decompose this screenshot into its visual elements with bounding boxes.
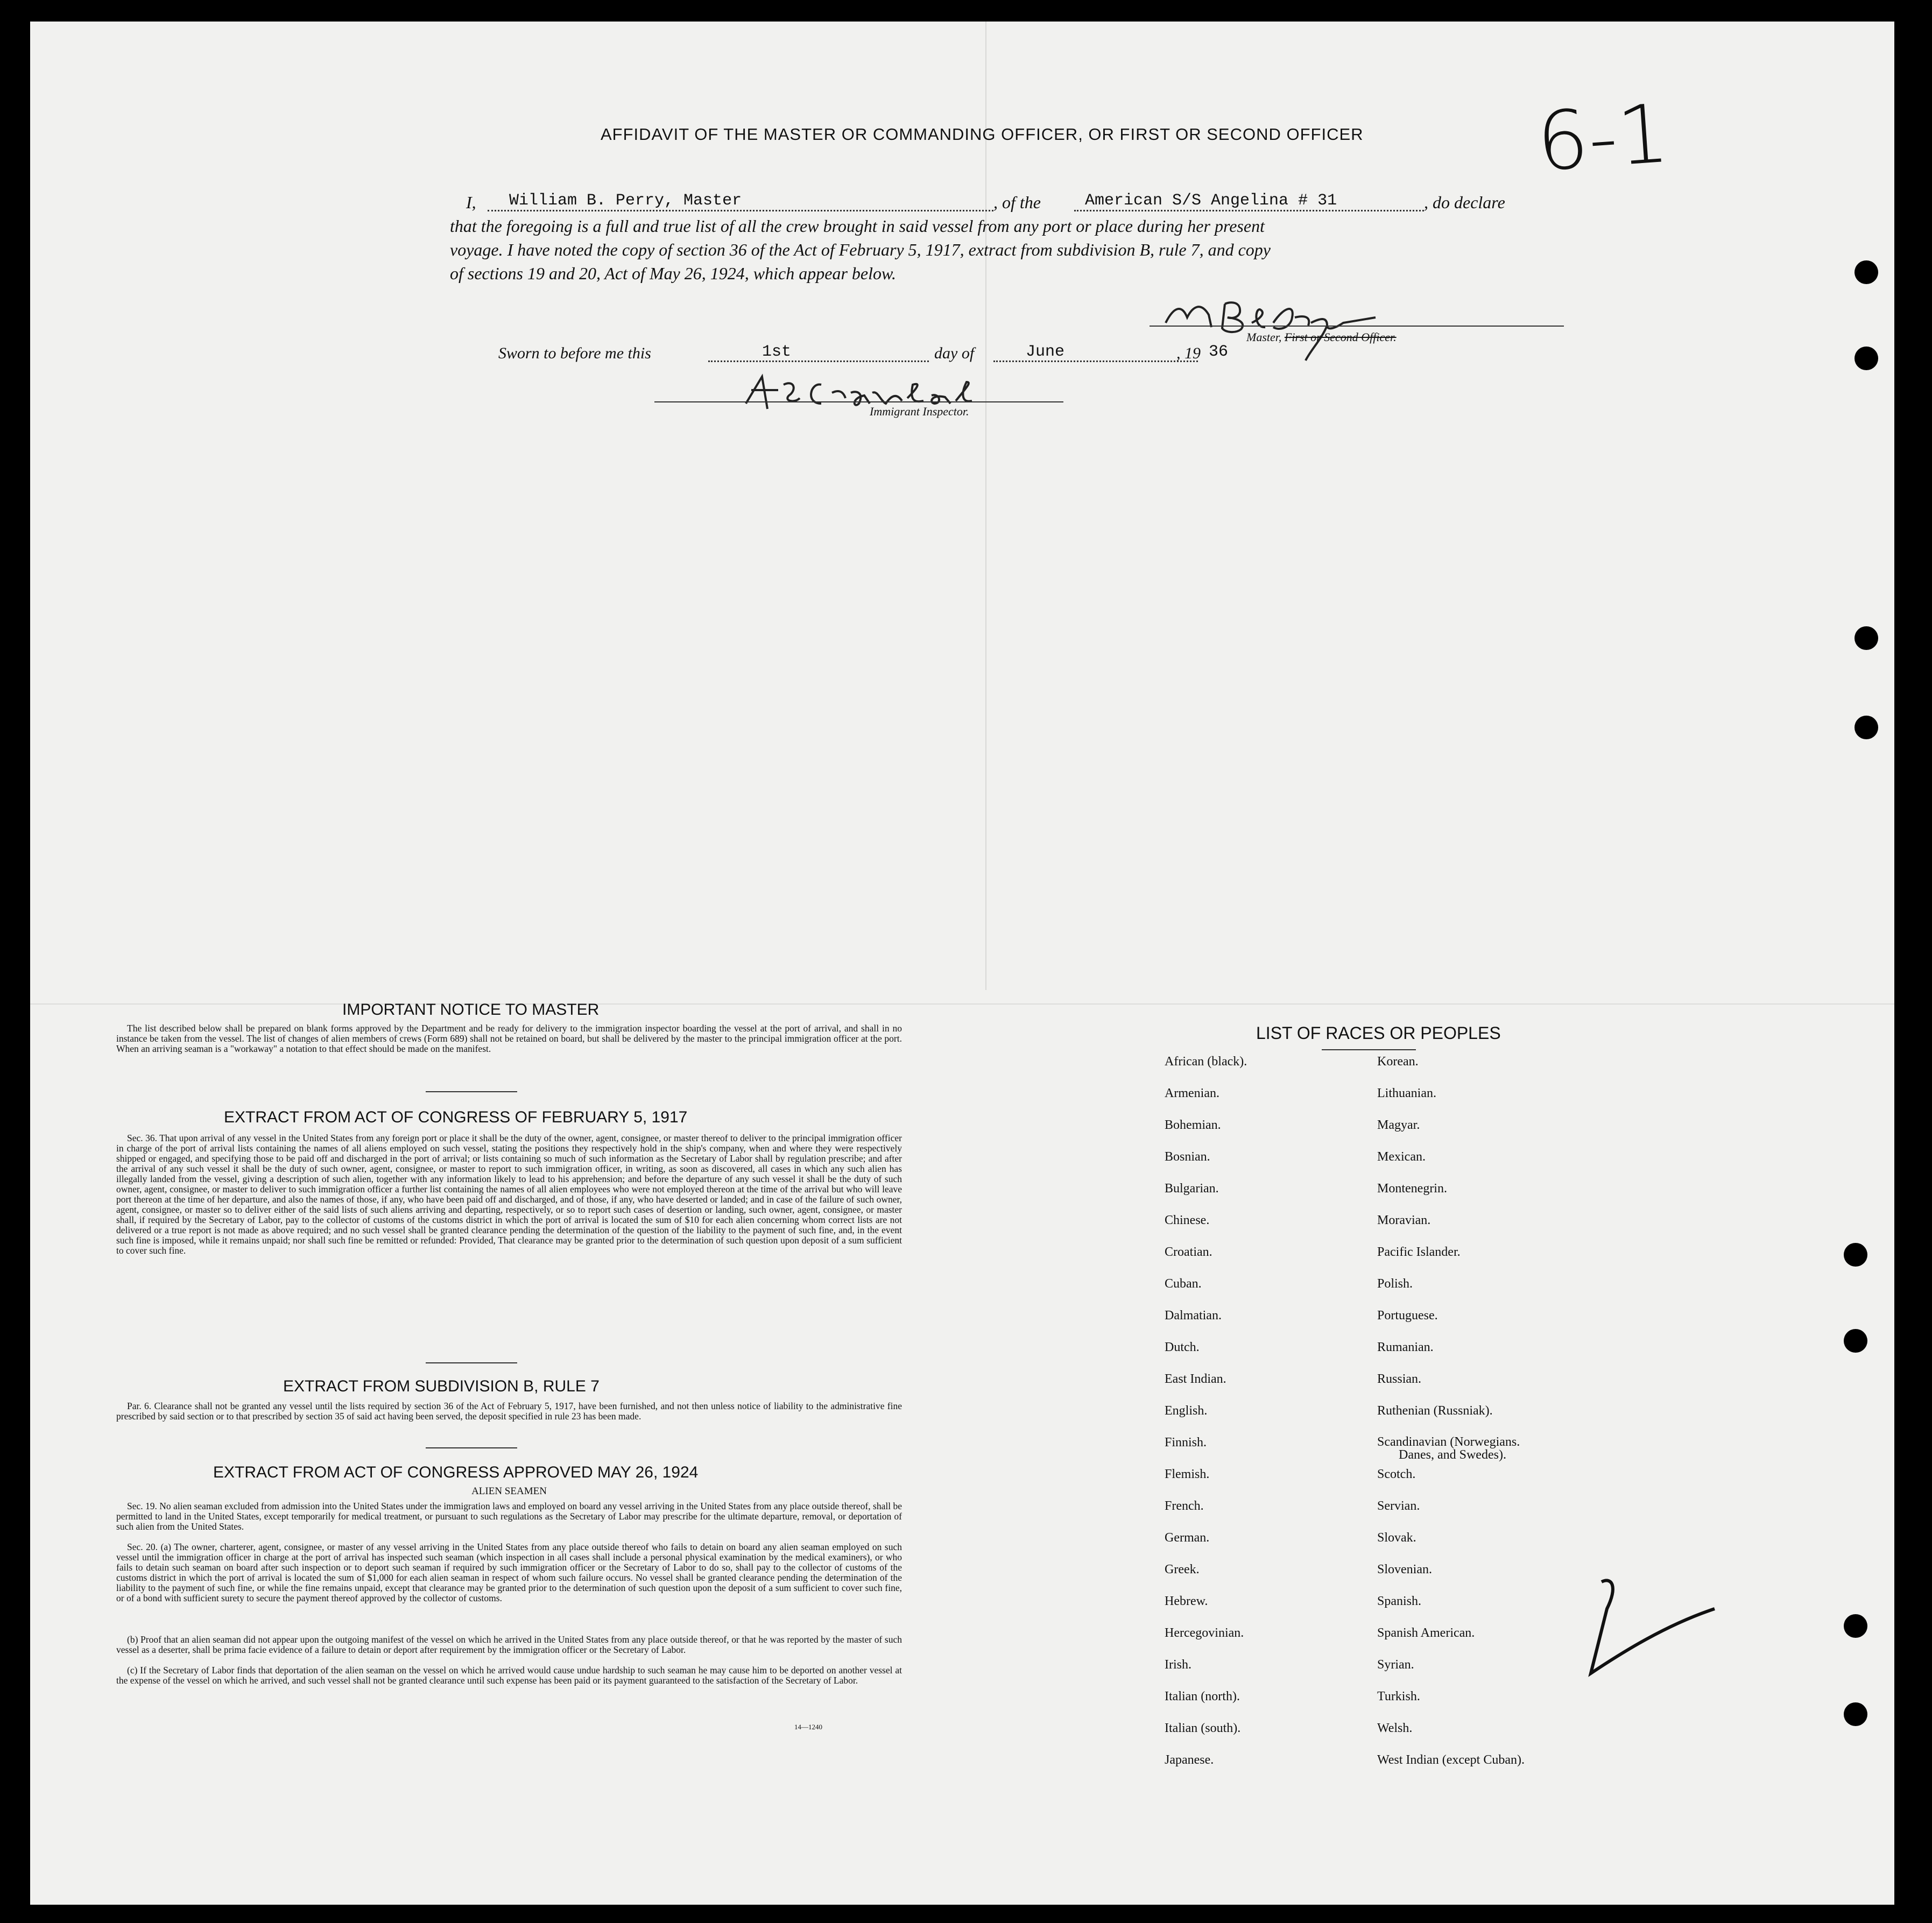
race-item: Italian (north).	[1165, 1689, 1240, 1703]
race-item: Welsh.	[1377, 1721, 1413, 1735]
punch-hole	[1855, 626, 1878, 650]
race-item: Slovenian.	[1377, 1563, 1432, 1576]
race-item: Russian.	[1377, 1372, 1422, 1386]
extract-1924-subtitle: ALIEN SEAMEN	[471, 1486, 547, 1497]
race-item: Finnish.	[1165, 1436, 1207, 1450]
race-item: Mexican.	[1377, 1150, 1426, 1164]
signature-title	[1246, 330, 1397, 344]
sworn-prefix: Sworn to before me this	[498, 344, 651, 362]
separator-2	[426, 1362, 517, 1363]
race-item: Chinese.	[1165, 1213, 1210, 1227]
race-item: Turkish.	[1377, 1689, 1420, 1703]
extract-1924-sec19: Sec. 19. No alien seaman excluded from admission into the United States under the immigration laws and employed on board any vessel arriving in the United States from any place outside thereof, shall be permitted to land in the United States, except temporarily for medical treatment, or pursuant to such regulations as the Secretary of Labor may prescribe for the ultimate departure, removal, or deportation of such alien from the United States.	[116, 1501, 902, 1532]
race-item: East Indian.	[1165, 1372, 1226, 1386]
extract-1917-text: Sec. 36. That upon arrival of any vessel in the United States from any foreign port or place it shall be the duty of the owner, agent, consignee, or master thereof to deliver to the principal immigration officer in charge of the port of arrival lists containing the names of all aliens employed on such vessel, stating the positions they respectively hold in the ship's company, when and where they were respectively shipped or engaged, and specifying those to be paid off and discharged in the port of arrival; or lists containing so much of such information as the Secretary of Labor shall by regulation prescribe; and after the arrival of any such vessel it shall be the duty of such owner, agent, consignee, or master to report to such immigration officer, in writing, as soon as discovered, all cases in which any such alien has illegally landed from the vessel, giving a description of such alien, together with any information likely to lead to his apprehension; and before the departure of any such vessel it shall be the duty of such owner, agent, consignee, or master to deliver to such immigration officer a further list containing the names of all alien employees who were not employed thereon at the time of the arrival but who will leave port thereon at the time of her departure, and also the names of those, if any, who have been paid off and discharged, and of those, if any, who have deserted or landed; and in case of the failure of such owner, agent, consignee, or master so to deliver either of the said lists of such aliens arriving and departing, respectively, or so to report such cases of desertion or landing, such owner, agent, consignee, or master shall, if required by the Secretary of Labor, pay to the collector of customs of the customs district in which the port of arrival is located the sum of $10 for each alien concerning whom correct lists are not delivered or a true report is not made as above required; and no such vessel shall be granted clearance pending the determination of the question of the liability to the payment of such fine, and, in the event such fine is imposed, while it remains unpaid; nor shall such fine be remitted or refunded: Provided, That clearance may be granted prior to the determination of such question upon deposit of a sum sufficient to cover such fine.	[116, 1133, 902, 1256]
race-item: Bohemian.	[1165, 1118, 1221, 1132]
races-left-column	[1165, 1055, 1247, 1785]
race-item-scandinavian	[1377, 1436, 1525, 1467]
affidavit-line3: voyage. I have noted the copy of section 36 of the Act of February 5, 1917, extract from subdivision B, rule 7, and copy	[450, 240, 1271, 259]
races-separator	[1322, 1049, 1416, 1050]
officer-name-underline	[488, 210, 993, 211]
inspector-label: Immigrant Inspector.	[870, 405, 969, 418]
notice-text: The list described below shall be prepared on blank forms approved by the Department and be ready for delivery to the immigration inspector boarding the vessel at the port of arrival, and shall in no instance be taken from the vessel. The list of changes of alien members of crews (Form 689) shall not be retained on board, but shall be delivered by the master to the principal immigration officer at the port. When an arriving seaman is a "workaway" a notation to that effect should be made on the manifest.	[116, 1023, 902, 1054]
extract-1924-sec20b: (b) Proof that an alien seaman did not appear upon the outgoing manifest of the vessel on which he arrived in the United States from any place outside thereof, or that he was reported by the master of such vessel as a deserter, shall be prima facie evidence of a failure to detain or deport after requirement by the immigration officer or the Secretary of Labor.	[116, 1634, 902, 1655]
handwritten-page-number: 6-1	[1534, 87, 1672, 190]
race-item: Hercegovinian.	[1165, 1626, 1244, 1640]
extract-1924-sec20c: (c) If the Secretary of Labor finds that deportation of the alien seaman on the vessel on which he arrived would cause undue hardship to such seaman he may cause him to be deported on another vessel at the expense of the vessel on which he arrived, and such vessel shall not be granted clearance until such expense has been paid or its payment guaranteed to the satisfaction of the Secretary of Labor.	[116, 1665, 902, 1686]
affidavit-line2: that the foregoing is a full and true list of all the crew brought in said vessel from any port or place during her present	[450, 216, 1265, 236]
fold-line-horizontal	[30, 1003, 1894, 1005]
punch-hole	[1855, 716, 1878, 739]
race-item: Flemish.	[1165, 1467, 1210, 1481]
race-item: Italian (south).	[1165, 1721, 1241, 1735]
race-item: Montenegrin.	[1377, 1182, 1447, 1196]
race-item: Scotch.	[1377, 1467, 1416, 1481]
race-item: Greek.	[1165, 1563, 1200, 1576]
day-of-label: day of	[934, 344, 975, 362]
affidavit-line1-prefix: I,	[466, 193, 476, 212]
affidavit-line1-suffix: , do declare	[1424, 193, 1505, 212]
race-item: Spanish.	[1377, 1594, 1422, 1608]
race-item: Moravian.	[1377, 1213, 1431, 1227]
signature-title-struck: First or Second Officer.	[1284, 330, 1397, 344]
punch-hole	[1844, 1243, 1867, 1267]
extract-rule7-text: Par. 6. Clearance shall not be granted any vessel until the lists required by section 36 of the Act of February 5, 1917, have been furnished, and not then unless notice of liability to the administrative fine prescribed by said section or to that prescribed by section 35 of said act having been served, the deposit specified in rule 23 has been made.	[116, 1401, 902, 1422]
race-item: Dalmatian.	[1165, 1309, 1222, 1323]
race-item: German.	[1165, 1531, 1210, 1545]
race-item: Dutch.	[1165, 1340, 1200, 1354]
punch-hole	[1844, 1702, 1867, 1726]
sworn-day-underline	[708, 360, 929, 362]
separator-1	[426, 1091, 517, 1092]
extract-1924-sec20a: Sec. 20. (a) The owner, charterer, agent, consignee, or master of any vessel arriving in the United States from any place outside thereof who fails to detain on board any alien seaman employed on such vessel until the immigration officer in charge at the port of arrival has inspected such seaman (which inspection in all cases shall include a personal physical examination by the medical examiners), or who fails to detain such seaman on board after such inspection or to deport such seaman if required by such immigration officer or the Secretary of Labor to do so, shall pay to the collector of customs of the customs district in which the port of arrival is located the sum of $1,000 for each alien seaman in respect of whom such failure occurs. No vessel shall be granted clearance pending the determination of the liability to the payment of such fine, or while the fine remains unpaid, except that clearance may be granted prior to the determination of such question upon the deposit of a sum sufficient to cover such fine, or of a bond with sufficient surety to secure the payment thereof approved by the collector of customs.	[116, 1542, 902, 1603]
race-item: Pacific Islander.	[1377, 1245, 1461, 1259]
vessel-underline	[1074, 210, 1424, 211]
separator-3	[426, 1447, 517, 1448]
races-right-column	[1377, 1055, 1525, 1785]
handwritten-check-mark	[1580, 1566, 1731, 1706]
vessel-name: American S/S Angelina # 31	[1085, 192, 1337, 210]
race-item: West Indian (except Cuban).	[1377, 1753, 1525, 1767]
race-item: Hebrew.	[1165, 1594, 1208, 1608]
punch-hole	[1844, 1614, 1867, 1638]
race-item: English.	[1165, 1404, 1208, 1418]
punch-hole	[1844, 1329, 1867, 1353]
sworn-year-prefix: , 19	[1176, 344, 1201, 362]
extract-1924-title: EXTRACT FROM ACT OF CONGRESS APPROVED MAY 26, 1924	[213, 1464, 699, 1481]
race-item: Polish.	[1377, 1277, 1413, 1291]
extract-1917-title: EXTRACT FROM ACT OF CONGRESS OF FEBRUARY 5, 1917	[224, 1108, 688, 1126]
races-title: LIST OF RACES OR PEOPLES	[1256, 1023, 1501, 1043]
race-item: Scandinavian (Norwegians.	[1377, 1435, 1520, 1449]
race-item: Syrian.	[1377, 1658, 1414, 1672]
punch-hole	[1855, 347, 1878, 370]
race-item: Croatian.	[1165, 1245, 1212, 1259]
race-item: Servian.	[1377, 1499, 1420, 1513]
officer-name: William B. Perry, Master	[509, 192, 742, 210]
race-item: Bosnian.	[1165, 1150, 1210, 1164]
race-item: Armenian.	[1165, 1086, 1219, 1100]
race-item: Korean.	[1377, 1055, 1419, 1069]
affidavit-line1-mid: , of the	[993, 193, 1041, 212]
sworn-month: June	[1026, 343, 1065, 361]
race-item: Bulgarian.	[1165, 1182, 1219, 1196]
sworn-month-underline	[993, 360, 1198, 362]
fold-line-vertical	[985, 22, 986, 990]
race-item: Lithuanian.	[1377, 1086, 1436, 1100]
race-item: Cuban.	[1165, 1277, 1202, 1291]
document-page	[30, 22, 1894, 1905]
race-item: French.	[1165, 1499, 1204, 1513]
race-item: Slovak.	[1377, 1531, 1416, 1545]
race-item: Japanese.	[1165, 1753, 1214, 1767]
race-item: Portuguese.	[1377, 1309, 1438, 1323]
form-number: 14—1240	[794, 1723, 822, 1731]
sworn-day: 1st	[762, 343, 792, 361]
notice-title: IMPORTANT NOTICE TO MASTER	[342, 1001, 600, 1019]
inspector-signature-line	[654, 401, 1063, 402]
extract-rule7-title: EXTRACT FROM SUBDIVISION B, RULE 7	[283, 1377, 600, 1395]
signature-title-master: Master,	[1246, 330, 1285, 344]
race-item: Spanish American.	[1377, 1626, 1475, 1640]
punch-hole	[1855, 260, 1878, 284]
race-item: Magyar.	[1377, 1118, 1420, 1132]
sworn-year-suffix: 36	[1209, 343, 1229, 361]
race-item: Irish.	[1165, 1658, 1191, 1672]
race-item: Rumanian.	[1377, 1340, 1434, 1354]
master-signature-line	[1150, 326, 1564, 327]
race-item: Ruthenian (Russniak).	[1377, 1404, 1493, 1418]
affidavit-title: AFFIDAVIT OF THE MASTER OR COMMANDING OFFICER, OR FIRST OR SECOND OFFICER	[601, 125, 1364, 144]
affidavit-line4: of sections 19 and 20, Act of May 26, 1924, which appear below.	[450, 264, 896, 283]
race-item-continuation: Danes, and Swedes).	[1399, 1448, 1506, 1462]
race-item: African (black).	[1165, 1055, 1247, 1069]
